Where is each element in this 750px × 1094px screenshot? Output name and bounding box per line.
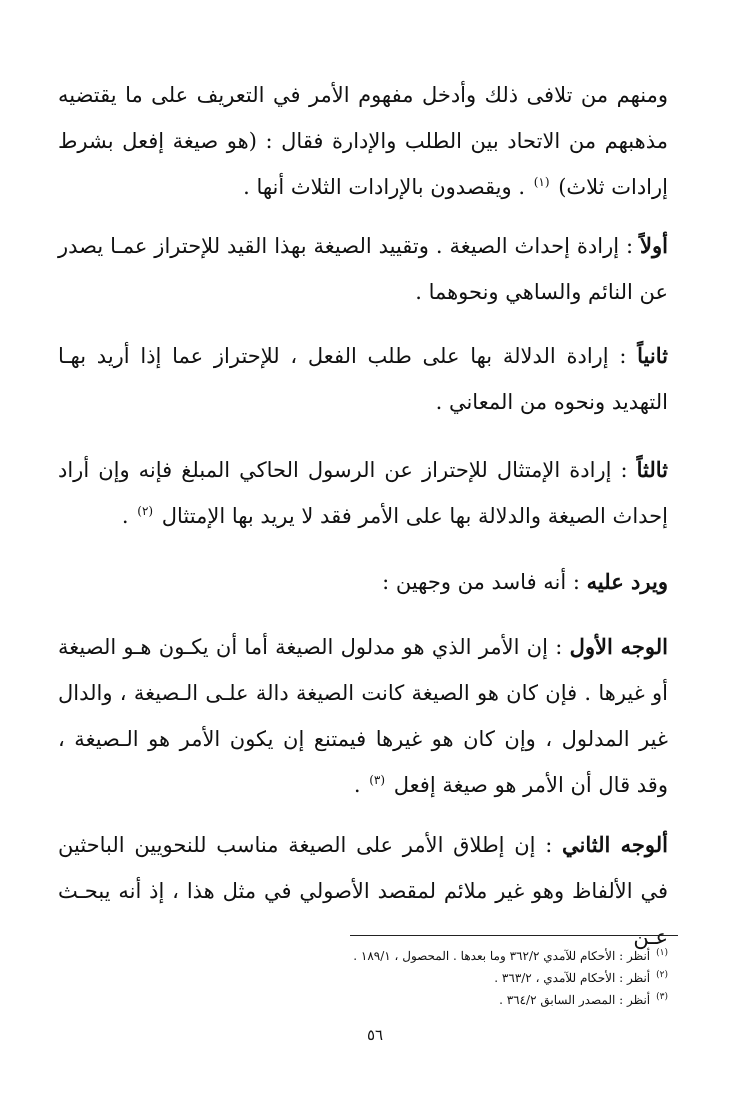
paragraph-third xyxy=(58,447,668,539)
paragraph-intro xyxy=(58,72,668,210)
paragraph-aspect-two xyxy=(58,822,668,960)
footnote-ref-2[interactable]: (٢) xyxy=(137,504,154,518)
footnote-ref-3[interactable]: (٣) xyxy=(369,773,386,787)
paragraph-aspect-two-text: : إن إطلاق الأمر على الصيغة مناسب للنحويين الباحثين في الألفاظ وهو غير ملائم لمقصد الأصولي في مثل هذا ، إذ أنه يبحـث عـن xyxy=(58,833,668,949)
footnote-1-text: أنظر : الأحكام للآمدي ٣٦٢/٢ وما بعدها . المحصول ، ١٨٩/١ . xyxy=(353,949,651,963)
paragraph-third-text: : إرادة الإمتثال للإحتراز عن الرسول الحاكي المبلغ فإنه وإن أراد إحداث الصيغة والدلالة بها على الأمر فقد لا يريد بها الإمتثال xyxy=(58,458,668,528)
paragraph-first-text: : إرادة إحداث الصيغة . وتقييد الصيغة بهذا القيد للإحتراز عمـا يصدر عن النائم والساهي ونحوهما . xyxy=(58,234,668,304)
footnote-ref-1[interactable]: (١) xyxy=(533,175,550,189)
paragraph-aspect-one-text: : إن الأمر الذي هو مدلول الصيغة أما أن يكـون هـو الصيغة أو غيرها . فإن كان هو الصيغة كانت الصيغة دالة علـى الـصيغة ، والدال غير المدلول ، وإن كان هو غيرها فيمتنع إن يكون الأمر هو الـصيغة ، وقد قال أن الأمر هو صيغة إفعل xyxy=(58,635,668,797)
paragraph-aspect-one-after: . xyxy=(353,773,361,797)
footnote-2-number: (٢) xyxy=(656,970,668,980)
footnote-2-text: أنظر : الأحكام للآمدي ، ٣٦٣/٢ . xyxy=(494,971,651,985)
paragraph-objection-lead: ويرد عليه xyxy=(586,569,668,594)
paragraph-second xyxy=(58,333,668,425)
paragraph-second-text: : إرادة الدلالة بها على طلب الفعل ، للإحتراز عما إذا أريد بهـا التهديد ونحوه من المعاني . xyxy=(58,344,668,414)
paragraph-third-after: . xyxy=(121,504,129,528)
footnote-3-text: أنظر : المصدر السابق ٣٦٤/٢ . xyxy=(499,993,651,1007)
paragraph-objection-text: : أنه فاسد من وجهين : xyxy=(382,570,580,594)
paragraph-objection xyxy=(58,559,668,605)
paragraph-aspect-one xyxy=(58,624,668,808)
paragraph-second-lead: ثانياً xyxy=(637,343,668,368)
paragraph-aspect-one-lead: الوجه الأول xyxy=(569,634,668,659)
paragraph-first-lead: أولاً xyxy=(640,233,668,258)
paragraph-aspect-two-lead: ألوجه الثاني xyxy=(562,832,668,857)
page-number: ٥٦ xyxy=(366,1026,384,1044)
footnote-3 xyxy=(68,986,668,1011)
footnote-1-number: (١) xyxy=(656,948,668,958)
paragraph-intro-text: ومنهم من تلافى ذلك وأدخل مفهوم الأمر في التعريف على ما يقتضيه مذهبهم من الاتحاد بين الطلب والإدارة فقال : (هو صيغة إفعل بشرط إرادات ثلاث) xyxy=(58,83,668,199)
paragraph-third-lead: ثالثاً xyxy=(636,457,668,482)
footnote-3-number: (٣) xyxy=(656,992,668,1002)
paragraph-first xyxy=(58,223,668,315)
footnote-divider xyxy=(350,935,678,936)
paragraph-intro-after: . ويقصدون بالإرادات الثلاث أنها . xyxy=(243,175,526,199)
